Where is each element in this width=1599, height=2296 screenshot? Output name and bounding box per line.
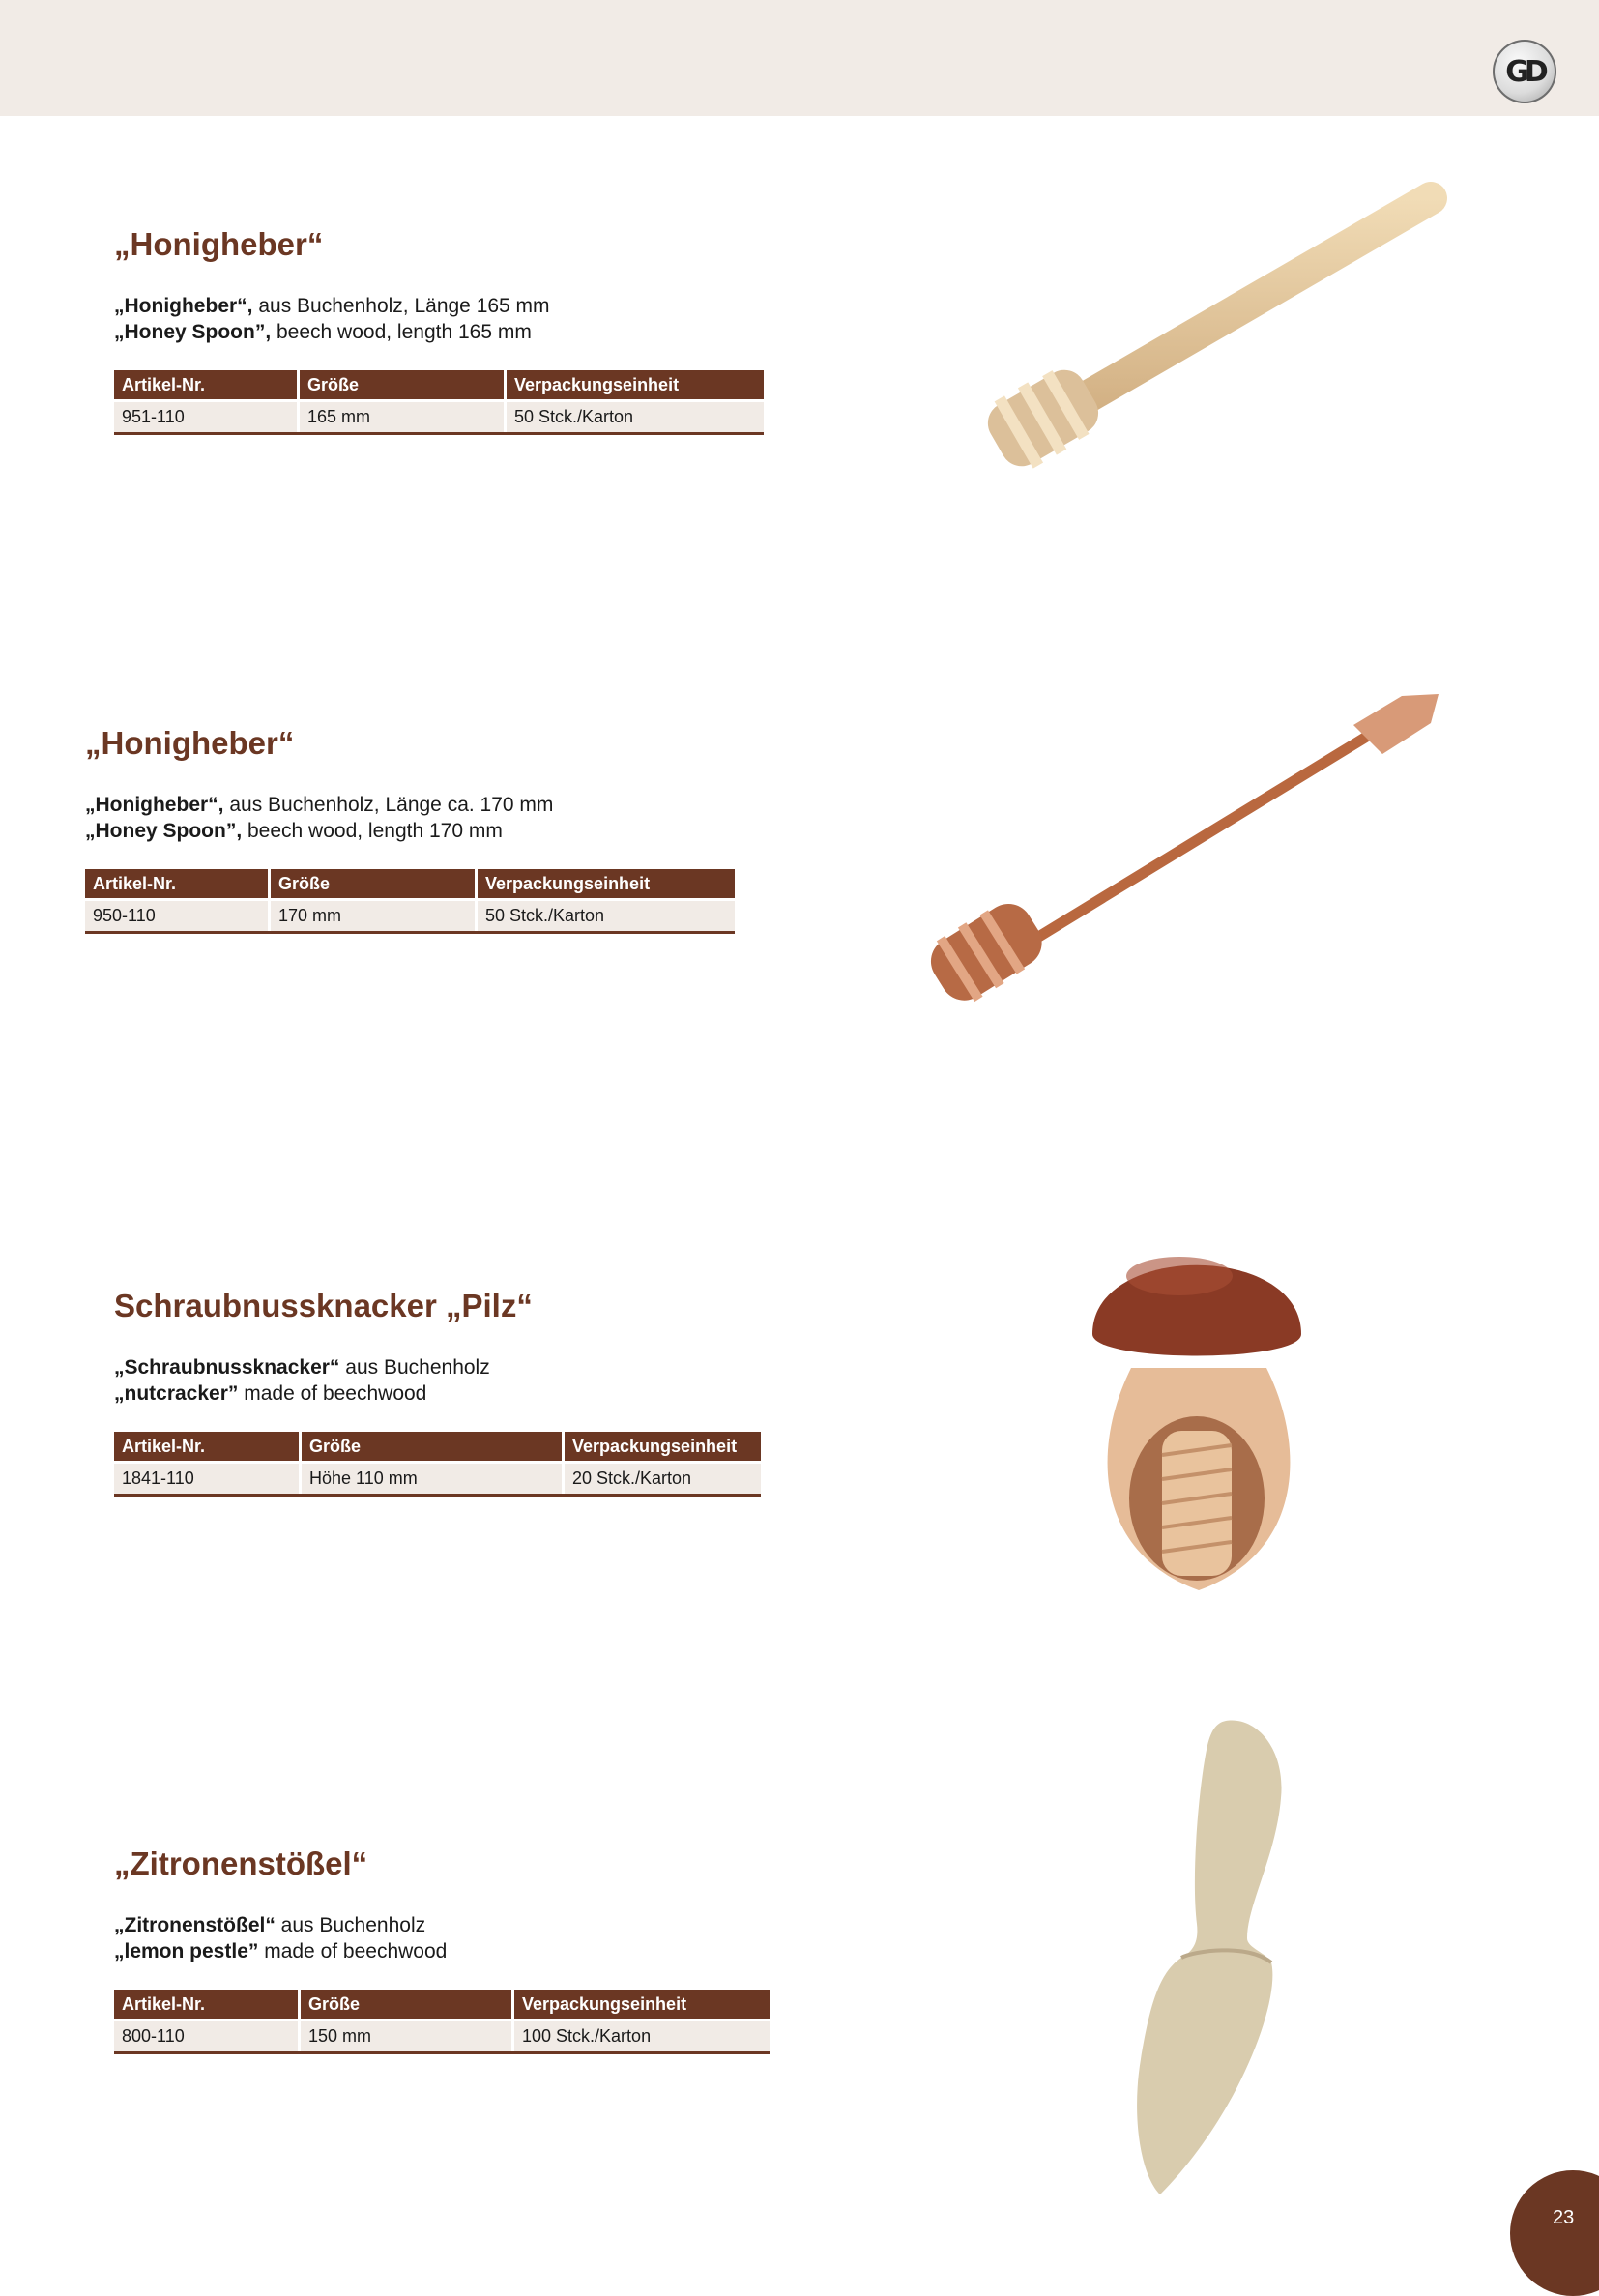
col-header-packaging: Verpackungseinheit: [507, 370, 764, 399]
desc-en-name: „lemon pestle”: [114, 1940, 259, 1962]
cell-article: 800-110: [114, 2019, 301, 2051]
product-description: [85, 792, 735, 844]
honey-spoon-165-image: [928, 169, 1469, 517]
table-header-row: [114, 370, 764, 399]
col-header-size: Größe: [271, 869, 478, 898]
product-lemon-pestle: [114, 1847, 770, 2054]
table-row: [85, 898, 735, 931]
col-header-article: Artikel-Nr.: [114, 1432, 302, 1461]
desc-de-text: aus Buchenholz: [275, 1914, 426, 1936]
spec-table: [114, 370, 764, 435]
product-title: „Honigheber“: [114, 226, 324, 262]
product-title: „Honigheber“: [85, 725, 295, 761]
desc-de-text: aus Buchenholz, Länge ca. 170 mm: [223, 794, 554, 816]
desc-en-text: made of beechwood: [238, 1382, 427, 1405]
table-header-row: [85, 869, 735, 898]
header-bar: [0, 0, 1599, 116]
cell-article: 1841-110: [114, 1461, 302, 1494]
desc-en-name: „nutcracker”: [114, 1382, 239, 1405]
desc-en-text: beech wood, length 165 mm: [271, 321, 532, 343]
desc-en-name: „Honey Spoon”,: [114, 321, 272, 343]
product-description: [114, 1354, 761, 1407]
cell-size: 170 mm: [271, 898, 478, 931]
product-nutcracker: [114, 1290, 761, 1497]
product-honey-spoon-170: [85, 727, 735, 934]
spec-table: [114, 1990, 770, 2054]
table-row: [114, 1461, 761, 1494]
spec-table: [114, 1432, 761, 1497]
honey-spoon-170-image: [899, 677, 1460, 1025]
logo-lettering: GD: [1505, 54, 1544, 89]
product-honey-spoon-165: [114, 228, 764, 435]
brand-logo: [1493, 40, 1556, 103]
col-header-article: Artikel-Nr.: [114, 1990, 301, 2019]
product-description: [114, 293, 764, 345]
page-number: 23: [1553, 2207, 1575, 2228]
page-number-badge: [1510, 2170, 1599, 2296]
cell-packaging: 50 Stck./Karton: [507, 399, 764, 432]
cell-packaging: 100 Stck./Karton: [514, 2019, 770, 2051]
cell-size: Höhe 110 mm: [302, 1461, 565, 1494]
cell-size: 150 mm: [301, 2019, 514, 2051]
desc-de-text: aus Buchenholz, Länge 165 mm: [252, 295, 550, 317]
col-header-article: Artikel-Nr.: [114, 370, 300, 399]
desc-de-name: „Honigheber“,: [114, 295, 253, 317]
spec-table: [85, 869, 735, 934]
product-description: [114, 1912, 770, 1964]
col-header-packaging: Verpackungseinheit: [565, 1432, 761, 1461]
desc-de-name: „Schraubnussknacker“: [114, 1356, 340, 1379]
col-header-size: Größe: [300, 370, 507, 399]
product-title: „Zitronenstößel“: [114, 1846, 368, 1881]
desc-de-name: „Honigheber“,: [85, 794, 224, 816]
lemon-pestle-image: [1102, 1711, 1315, 2214]
cell-packaging: 50 Stck./Karton: [478, 898, 735, 931]
cell-article: 950-110: [85, 898, 271, 931]
product-title: Schraubnussknacker „Pilz“: [114, 1288, 533, 1323]
table-row: [114, 399, 764, 432]
col-header-packaging: Verpackungseinheit: [514, 1990, 770, 2019]
desc-en-text: made of beechwood: [258, 1940, 448, 1962]
cell-packaging: 20 Stck./Karton: [565, 1461, 761, 1494]
col-header-size: Größe: [302, 1432, 565, 1461]
table-header-row: [114, 1432, 761, 1461]
table-header-row: [114, 1990, 770, 2019]
desc-de-name: „Zitronenstößel“: [114, 1914, 276, 1936]
nutcracker-image: [1073, 1223, 1324, 1600]
cell-size: 165 mm: [300, 399, 507, 432]
col-header-packaging: Verpackungseinheit: [478, 869, 735, 898]
desc-en-name: „Honey Spoon”,: [85, 820, 243, 842]
col-header-article: Artikel-Nr.: [85, 869, 271, 898]
desc-en-text: beech wood, length 170 mm: [242, 820, 503, 842]
cell-article: 951-110: [114, 399, 300, 432]
col-header-size: Größe: [301, 1990, 514, 2019]
table-row: [114, 2019, 770, 2051]
desc-de-text: aus Buchenholz: [339, 1356, 490, 1379]
